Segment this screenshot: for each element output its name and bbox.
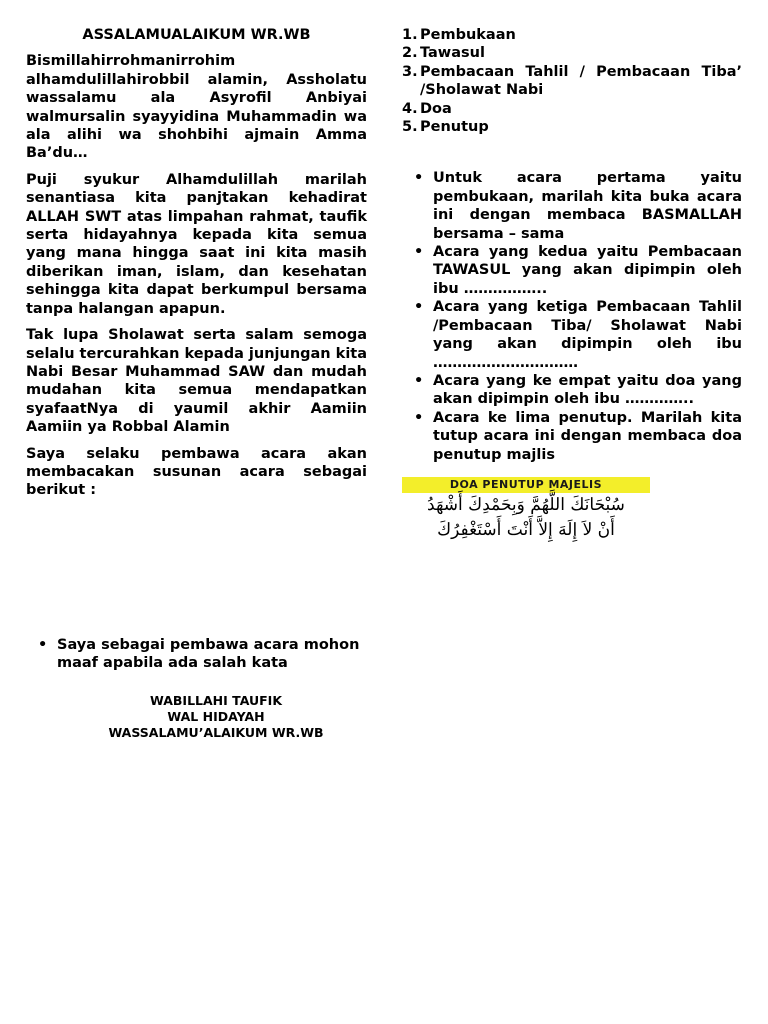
right-column [402,26,742,464]
doa-penutup-image [402,477,650,543]
agenda-number: 5. [402,119,418,136]
apology-text: Saya sebagai pembawa acara mohon maaf apabila ada salah kata [57,637,360,672]
list-item [402,372,742,409]
doa-heading: DOA PENUTUP MAJELIS [402,477,650,493]
bullet-icon: • [38,637,48,653]
opening-paragraph: Bismillahirrohmanirrohim alhamdulillahirobbil alamin, Assholatu wassalamu ala Asyrofil Anbiyai walmursalin syayyidina Muhammadin wa ala alihi wa shohbihi ajmain Amma Ba’du… [26,53,367,162]
list-item [26,636,367,673]
agenda-text: Doa [420,100,452,117]
agenda-text: Pembukaan [420,27,516,43]
agenda-intro-paragraph: Saya selaku pembawa acara akan membacakan susunan acara sebagai berikut : [26,445,367,499]
bullet-text: Acara ke lima penutup. Marilah kita tutup acara ini dengan membaca doa penutup majlis [433,409,742,463]
closing-bullet-list [26,636,367,673]
bullet-icon: • [414,244,424,261]
agenda-item [402,118,742,136]
bullet-text: Acara yang ketiga Pembacaan Tahlil /Pembacaan Tiba/ Sholawat Nabi yang akan dipimpin oleh ibu ………………………… [433,299,742,371]
bullet-icon: • [414,372,424,389]
bullet-icon: • [414,299,424,316]
agenda-number: 3. [402,63,418,80]
list-item [402,298,742,372]
list-item [402,243,742,298]
list-item [402,409,742,464]
agenda-item [402,26,742,44]
left-column [26,26,367,508]
closing-line: WAL HIDAYAH [167,709,265,724]
agenda-text: Pembacaan Tahlil / Pembacaan Tiba’ /Sholawat Nabi [420,63,742,99]
agenda-number: 4. [402,100,418,117]
agenda-number: 2. [402,45,418,62]
sholawat-paragraph: Tak lupa Sholawat serta salam semoga selalu tercurahkan kepada junjungan kita Nabi Besar Muhammad SAW dan mudah mudahan kita semua mendapatkan syafaatNya di yaumil akhir Aamiin Aamiin ya Robbal Alamin [26,327,368,436]
bullet-text: Untuk acara pertama yaitu pembukaan, marilah kita buka acara ini dengan membaca BASMALLAH bersama – sama [433,170,742,242]
list-item [402,169,742,243]
closing-salutation [26,693,406,741]
closing-line: WASSALAMU’ALAIKUM WR.WB [108,725,324,740]
agenda-number: 1. [402,27,418,43]
agenda-item [402,100,742,118]
bullet-text: Acara yang kedua yaitu Pembacaan TAWASUL yang akan dipimpin oleh ibu …………….. [433,244,742,297]
closing-line: WABILLAHI TAUFIK [149,693,283,708]
bullet-icon: • [414,409,424,426]
doa-arabic-line-2: أَنْ لاَ إِلَهَ إِلاَّ أَنْتَ أَسْتَغْفِرُكَ [437,520,615,540]
agenda-list [402,26,742,136]
bullet-icon: • [414,170,424,187]
acara-bullet-list [402,169,742,464]
agenda-text: Penutup [420,119,489,136]
agenda-item [402,44,742,62]
agenda-text: Tawasul [420,45,485,62]
greeting-title: ASSALAMUALAIKUM WR.WB [82,27,311,43]
bullet-text: Acara yang ke empat yaitu doa yang akan dipimpin oleh ibu ………….. [433,372,742,408]
gratitude-paragraph: Puji syukur Alhamdulillah marilah senantiasa kita panjtakan kehadirat ALLAH SWT atas limpahan rahmat, taufik serta hidayahnya kepada kita semua yang mana hingga saat ini kita masih diberikan iman, islam, dan kesehatan sehingga kita dapat berkumpul bersama tanpa halangan apapun. [26,171,367,317]
doa-arabic-line-1: سُبْحَانَكَ اللَّهُمَّ وَبِحَمْدِكَ أَشْهَدُ [427,495,625,515]
agenda-item [402,63,742,100]
